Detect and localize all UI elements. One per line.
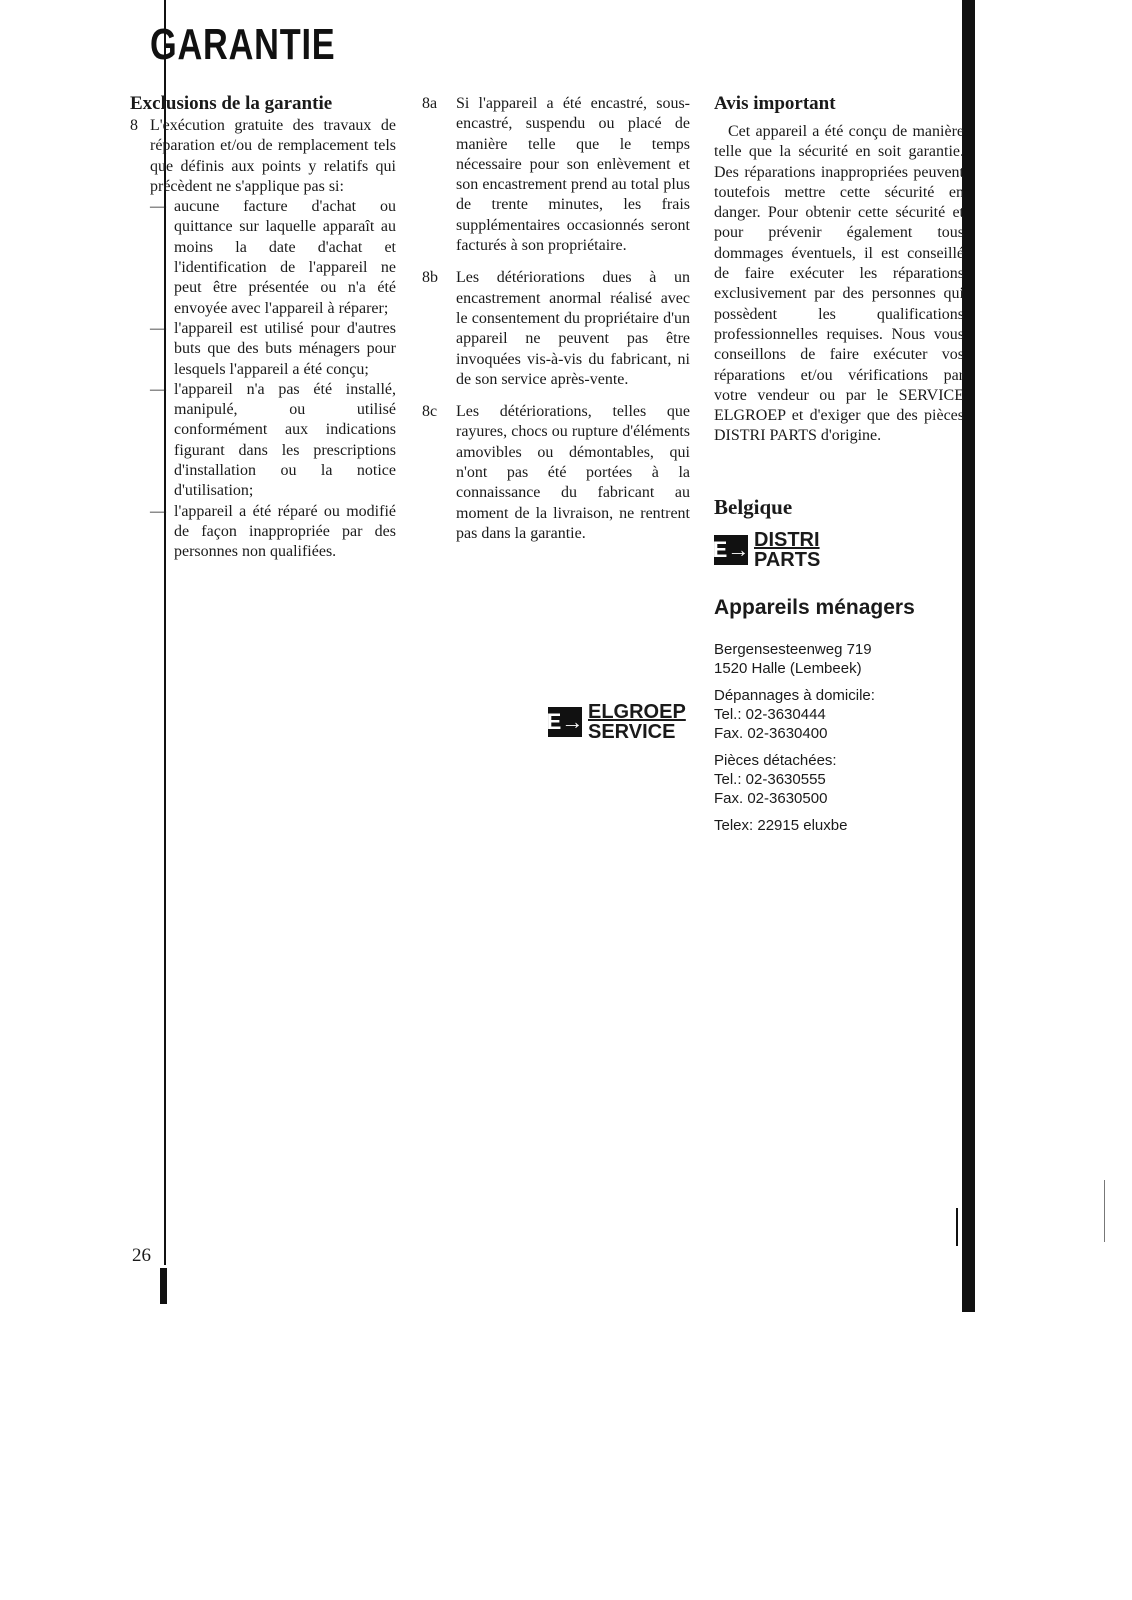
brand-mark-icon: E→ [548, 707, 582, 737]
wordmark-line: DISTRI [754, 529, 820, 551]
bullet-text: l'appareil est utilisé pour d'autres buts que des buts ménagers pour lesquels l'appareil a été conçu; [174, 319, 396, 378]
distri-parts-wordmark [754, 530, 820, 570]
notice-heading: Avis important [714, 93, 836, 114]
bullet-text: l'appareil a été réparé ou modifié de façon inappropriée par des personnes non qualifiées. [174, 502, 396, 561]
wordmark-line: SERVICE [588, 721, 676, 743]
contact-block [714, 640, 875, 835]
address-line: 1520 Halle (Lembeek) [714, 660, 862, 677]
distri-parts-logo [714, 530, 820, 570]
dash-marker: — [150, 502, 166, 520]
bullet-text: l'appareil n'a pas été installé, manipulé, ou utilisé conformément aux indications figurant dans les prescriptions d'installation ou la notice d'utilisation; [174, 380, 396, 500]
clause-number: 8a [422, 95, 438, 112]
page-title: GARANTIE [150, 20, 336, 69]
depannage-fax: Fax. 02-3630400 [714, 725, 828, 742]
dash-marker: — [150, 198, 166, 216]
exclusion-bullet [150, 380, 396, 502]
pieces-tel: Tel.: 02-3630555 [714, 771, 826, 788]
pieces-fax: Fax. 02-3630500 [714, 790, 828, 807]
right-thin-mark [956, 1208, 958, 1246]
pieces-label: Pièces détachées: [714, 752, 837, 769]
clause-8a [422, 94, 690, 256]
clause-text: Les détériorations, telles que rayures, chocs ou rupture d'éléments amovibles ou démontables, qui n'ont pas été portées à la connaissance du fabricant au moment de la livraison, ne rentrent pas dans la garantie. [456, 403, 690, 542]
exclusion-bullet [150, 502, 396, 563]
depannage-tel: Tel.: 02-3630444 [714, 706, 826, 723]
clause-number: 8c [422, 403, 438, 421]
elgroep-service-logo [548, 702, 686, 742]
clause-text: Les détériorations dues à un encastrement anormal réalisé avec le consentement du propriétaire d'un appareil ne peuvent pas être invoquées vis-à-vis du fabricant, ni de son service après-vente. [456, 269, 690, 388]
exclusion-bullet [150, 197, 396, 319]
address-line: Bergensesteenweg 719 [714, 641, 872, 658]
company-heading: Appareils ménagers [714, 596, 915, 619]
exclusions-heading: Exclusions de la garantie [130, 93, 333, 114]
item-8 [130, 116, 396, 197]
left-margin-foot-mark [160, 1268, 167, 1304]
page-edge-mark [1104, 1180, 1105, 1242]
dash-marker: — [150, 380, 166, 398]
dash-marker: — [150, 319, 166, 337]
clauses-column [422, 94, 690, 556]
page-number: 26 [132, 1245, 151, 1266]
clause-number: 8b [422, 269, 438, 287]
clause-8b [422, 268, 690, 390]
wordmark-line: ELGROEP [588, 701, 686, 723]
country-heading: Belgique [714, 495, 793, 519]
item-number: 8 [130, 117, 138, 134]
elgroep-service-wordmark [588, 702, 686, 742]
exclusions-column [130, 92, 396, 563]
item-8-intro: L'exécution gratuite des travaux de réparation et/ou de remplacement tels que définis aux points y relatifs qui précèdent ne s'applique pas si: [150, 117, 396, 195]
depannage-label: Dépannages à domicile: [714, 687, 875, 704]
bullet-text: aucune facture d'achat ou quittance sur laquelle apparaît au moins la date d'achat et l'identification de l'appareil ne peut être présentée ou n'a été envoyée avec l'appareil à réparer; [174, 198, 396, 317]
brand-mark-icon: E→ [714, 535, 748, 565]
exclusion-bullet [150, 319, 396, 380]
telex-line: Telex: 22915 eluxbe [714, 817, 848, 834]
notice-text: Cet appareil a été conçu de manière telle que la sécurité en soit garantie. Des réparations inappropriées peuvent toutefois mettre cette sécurité en danger. Pour obtenir cette sécurité et pour prévenir également tous dommages éventuels, il est conseillé de faire exécuter les réparations exclusivement par des personnes qui possèdent les qualifications professionnelles requises. Nous vous conseillons de faire exécuter vos réparations et/ou vérifications par votre vendeur ou par le SERVICE ELGROEP et d'exiger que des pièces DISTRI PARTS d'origine. [714, 123, 964, 445]
clause-text: Si l'appareil a été encastré, sous-encastré, suspendu ou placé de manière telle que le temps nécessaire pour son enlèvement et son encastrement prend au total plus de trente minutes, les frais supplémentaires occasionnés seront facturés à son propriétaire. [456, 95, 690, 255]
notice-column [714, 92, 964, 447]
wordmark-line: PARTS [754, 549, 821, 571]
clause-8c [422, 402, 690, 544]
